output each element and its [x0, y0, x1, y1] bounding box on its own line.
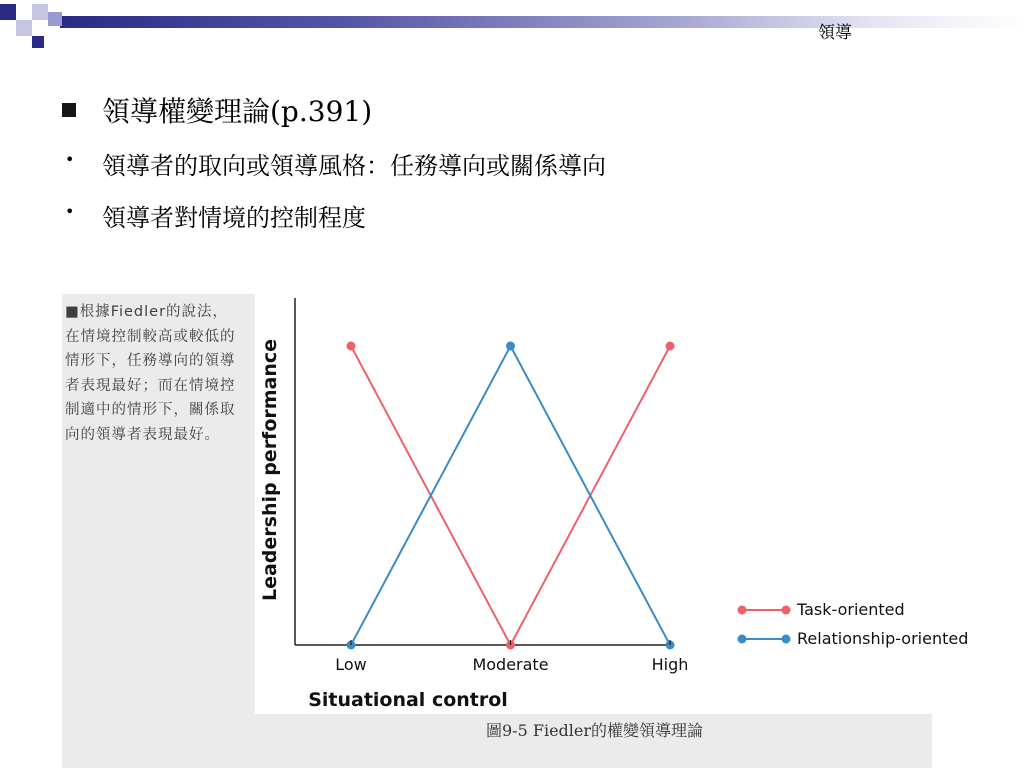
- bullet-text: 領導權變理論(p.391): [102, 95, 373, 128]
- legend-label: Task-oriented: [797, 600, 905, 619]
- x-tick-label: High: [651, 655, 689, 674]
- title-banner: [0, 0, 1024, 45]
- fiedler-line-chart: [255, 294, 969, 714]
- series-point: [666, 342, 675, 351]
- x-tick-label: Low: [335, 655, 367, 674]
- dot-bullet-icon: •: [65, 150, 75, 169]
- header-title: 領導: [818, 23, 852, 43]
- banner-square-decoration: [32, 4, 48, 20]
- banner-gradient-bar: [60, 16, 1024, 28]
- series-point: [506, 342, 515, 351]
- banner-square-decoration: [32, 36, 44, 48]
- bullet-text: 領導者的取向或領導風格：任務導向或關係導向: [102, 152, 606, 180]
- dot-bullet-icon: •: [65, 202, 75, 221]
- figure-side-note: ■根據Fiedler的說法，在情境控制較高或較低的情形下，任務導向的領導者表現最好；而在情境控制適中的情形下，關係取向的領導者表現最好。: [65, 304, 236, 443]
- y-axis-label: Leadership performance: [259, 338, 281, 602]
- figure-caption: 圖9-5 Fiedler的權變領導理論: [486, 721, 704, 740]
- banner-square-decoration: [0, 4, 16, 20]
- x-tick-label: Moderate: [472, 655, 549, 674]
- legend-swatch-point: [782, 606, 791, 615]
- legend-swatch-point: [738, 606, 747, 615]
- banner-square-decoration: [48, 12, 62, 26]
- square-bullet-icon: [62, 103, 76, 117]
- legend-swatch-point: [782, 635, 791, 644]
- series-point: [347, 342, 356, 351]
- legend-swatch-point: [738, 635, 747, 644]
- banner-square-decoration: [16, 20, 32, 36]
- legend-label: Relationship-oriented: [797, 629, 969, 648]
- x-axis-label: Situational control: [308, 689, 508, 711]
- textbook-figure: [62, 294, 969, 768]
- bullet-text: 領導者對情境的控制程度: [102, 204, 366, 232]
